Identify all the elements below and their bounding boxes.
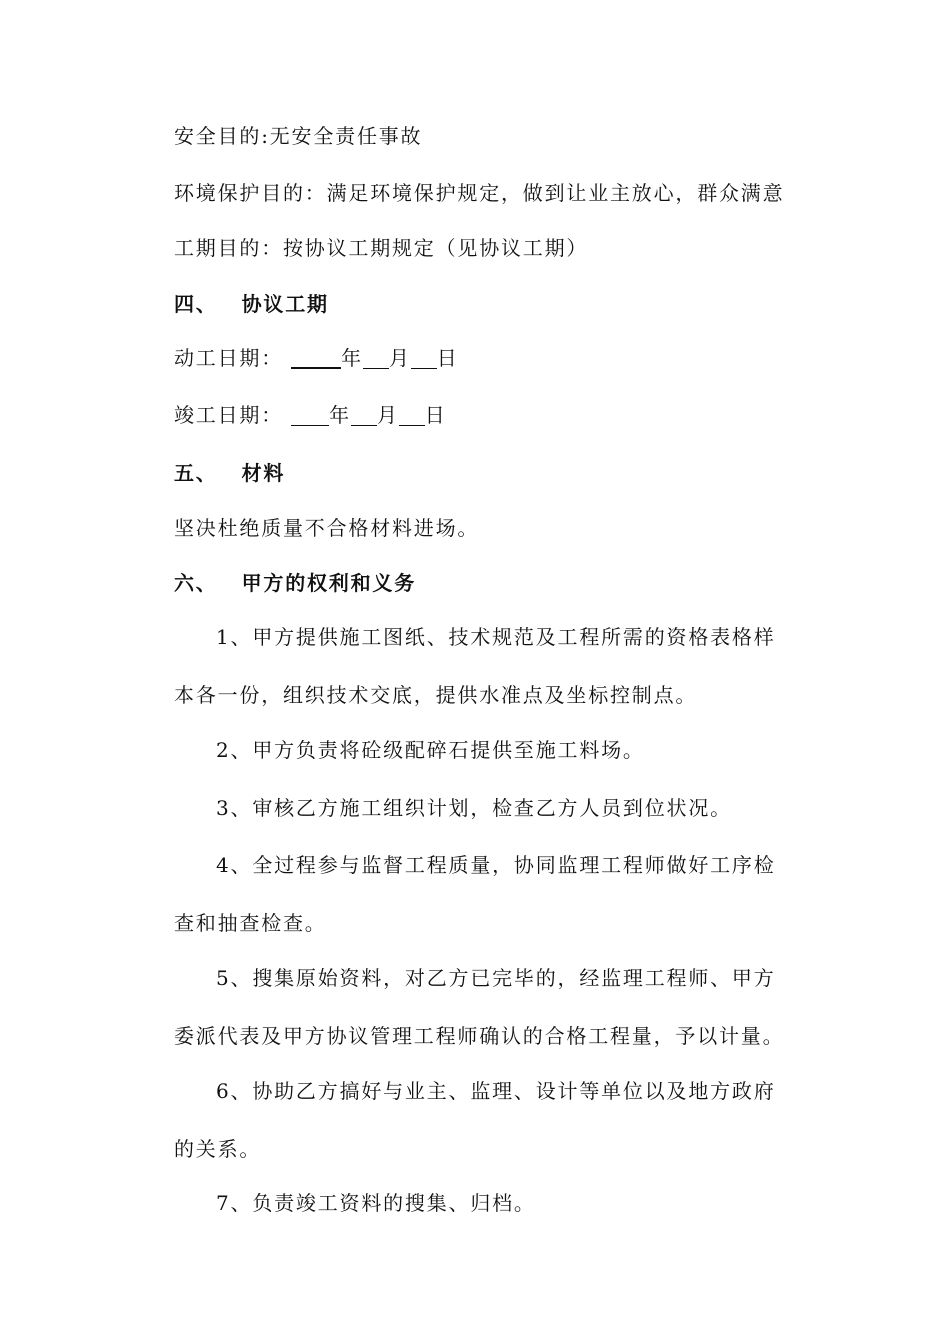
start-date-label: 动工日期： (174, 346, 283, 370)
section-6-item-6-line-1: 6、协助乙方搞好与业主、监理、设计等单位以及地方政府 (216, 1079, 776, 1103)
section-4-title: 协议工期 (241, 292, 329, 316)
section-4-heading (174, 287, 814, 321)
section-5-heading (174, 456, 814, 490)
section-6-item-5-line-1: 5、搜集原始资料，对乙方已完毕的，经监理工程师、甲方 (216, 966, 776, 990)
start-year-blank (291, 345, 341, 369)
start-month-unit: 月 (388, 346, 411, 370)
schedule-goal: 工期目的：按协议工期规定（见协议工期） (174, 236, 589, 260)
section-6-item-5-line-2: 委派代表及甲方协议管理工程师确认的合格工程量，予以计量。 (174, 1024, 785, 1048)
start-day-unit: 日 (436, 346, 459, 370)
section-6-item-1-line-2: 本各一份，组织技术交底，提供水准点及坐标控制点。 (174, 683, 698, 707)
section-6-item-3: 3、审核乙方施工组织计划，检查乙方人员到位状况。 (216, 796, 732, 820)
section-6-item-4-line-2: 查和抽查检查。 (174, 911, 327, 935)
end-day-unit: 日 (424, 403, 447, 427)
end-month-unit: 月 (376, 403, 399, 427)
section-6-title: 甲方的权利和义务 (241, 571, 417, 595)
section-6-item-4-line-1: 4、全过程参与监督工程质量，协同监理工程师做好工序检 (216, 853, 776, 877)
section-6-item-7: 7、负责竣工资料的搜集、归档。 (216, 1191, 536, 1215)
start-year-unit: 年 (341, 346, 363, 370)
section-6-item-6-line-2: 的关系。 (174, 1137, 262, 1161)
section-6-item-2: 2、甲方负责将砼级配碎石提供至施工料场。 (216, 738, 645, 762)
start-day-blank (411, 346, 437, 369)
environment-goal: 环境保护目的：满足环境保护规定，做到让业主放心，群众满意 (174, 181, 785, 205)
end-year-blank (291, 403, 329, 426)
start-month-blank (363, 346, 389, 369)
section-5-number: 五、 (174, 461, 218, 485)
section-6-heading (174, 566, 814, 600)
section-5-title: 材料 (241, 461, 286, 485)
end-day-blank (399, 403, 425, 426)
section-6-item-1-line-1: 1、甲方提供施工图纸、技术规范及工程所需的资格表格样 (216, 625, 776, 649)
end-date-label: 竣工日期： (174, 403, 283, 427)
end-date-line (174, 398, 814, 432)
section-4-number: 四、 (174, 292, 218, 316)
end-year-unit: 年 (329, 403, 351, 427)
safety-goal: 安全目的:无安全责任事故 (174, 124, 423, 148)
start-date-line (174, 341, 814, 375)
section-6-number: 六、 (174, 571, 218, 595)
end-month-blank (351, 403, 377, 426)
section-5-text: 坚决杜绝质量不合格材料进场。 (174, 516, 480, 540)
